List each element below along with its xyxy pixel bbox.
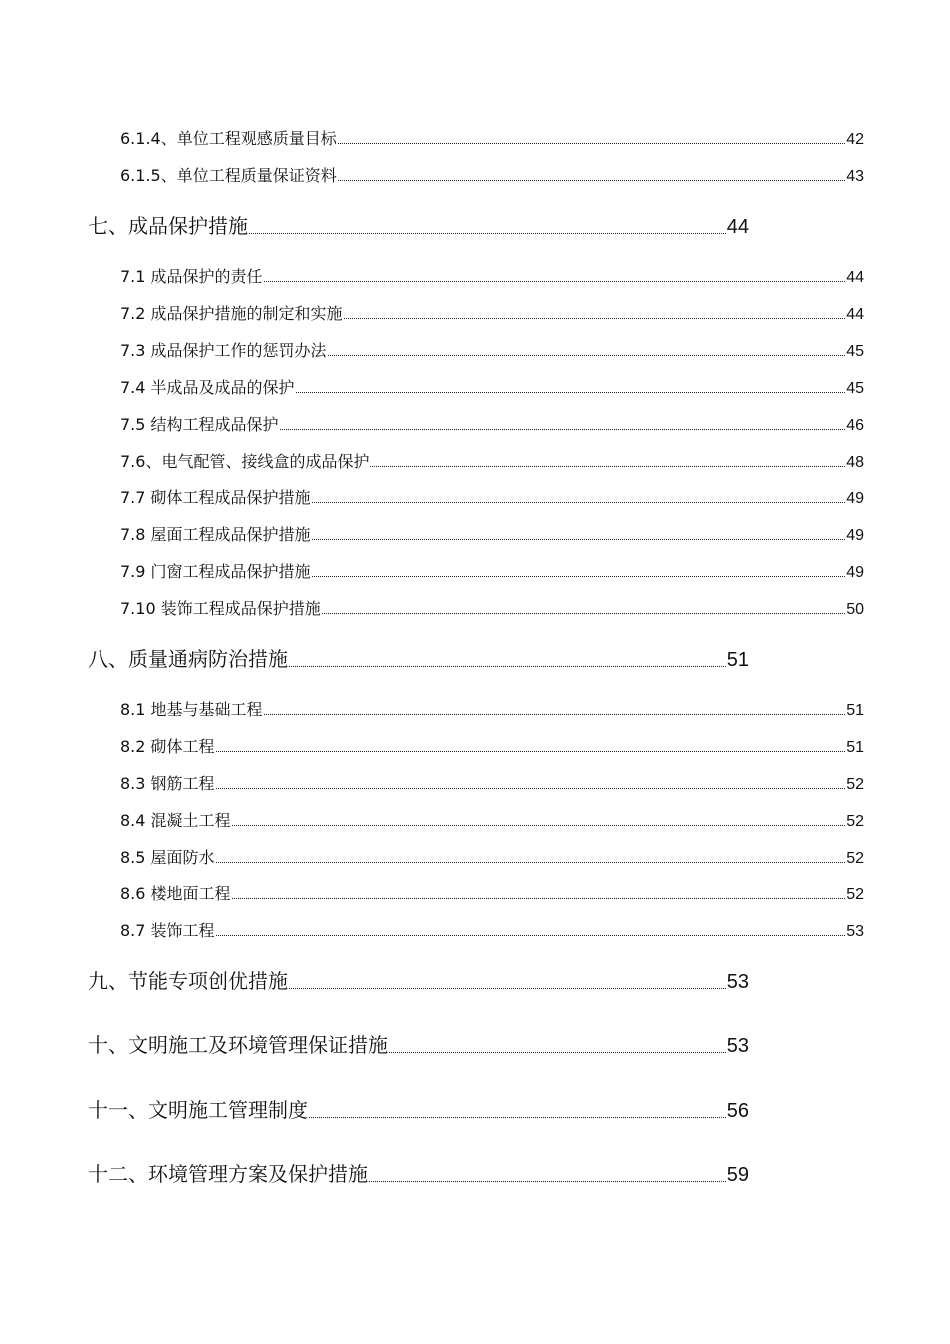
- toc-entry[interactable]: [120, 808, 864, 830]
- toc-leader-dots: [232, 897, 846, 899]
- toc-entry-page-number: 51: [726, 649, 749, 671]
- toc-entry-page-number: 53: [726, 971, 749, 993]
- toc-leader-dots: [289, 665, 726, 667]
- toc-entry[interactable]: [120, 771, 864, 793]
- toc-leader-dots: [322, 612, 845, 614]
- toc-entry-title: 7.8 屋面工程成品保护措施: [120, 525, 311, 544]
- toc-entry-page-number: 44: [846, 269, 864, 286]
- toc-entry-title: 7.7 砌体工程成品保护措施: [120, 488, 311, 507]
- toc-entry-title: 九、节能专项创优措施: [88, 969, 288, 993]
- toc-leader-dots: [328, 354, 846, 356]
- toc-leader-dots: [344, 317, 846, 319]
- toc-entry-title: 6.1.4、单位工程观感质量目标: [120, 129, 337, 148]
- toc-leader-dots: [338, 179, 845, 181]
- toc-entry-page-number: 52: [846, 886, 864, 903]
- toc-entry[interactable]: [120, 734, 864, 756]
- toc-leader-dots: [296, 391, 846, 393]
- toc-leader-dots: [264, 280, 846, 282]
- toc-entry[interactable]: [88, 965, 749, 993]
- toc-entry[interactable]: [120, 485, 864, 507]
- toc-entry-title: 八、质量通病防治措施: [88, 647, 288, 671]
- toc-entry-page-number: 49: [846, 564, 864, 581]
- toc-entry[interactable]: [120, 412, 864, 434]
- toc-leader-dots: [389, 1051, 726, 1053]
- toc-entry-title: 8.4 混凝土工程: [120, 811, 231, 830]
- toc-entry[interactable]: [120, 918, 864, 940]
- toc-entry[interactable]: [88, 210, 749, 238]
- toc-entry[interactable]: [120, 264, 864, 286]
- toc-entry-page-number: 44: [846, 306, 864, 323]
- toc-entry[interactable]: [120, 163, 864, 185]
- toc-entry-page-number: 42: [846, 131, 864, 148]
- toc-leader-dots: [289, 987, 726, 989]
- toc-entry-title: 十一、文明施工管理制度: [88, 1098, 308, 1122]
- toc-leader-dots: [309, 1116, 726, 1118]
- toc-leader-dots: [312, 575, 846, 577]
- toc-entry[interactable]: [120, 845, 864, 867]
- toc-entry-title: 8.3 钢筋工程: [120, 774, 215, 793]
- toc-entry-title: 8.5 屋面防水: [120, 848, 215, 867]
- toc-entry-page-number: 52: [846, 776, 864, 793]
- toc-entry-page-number: 52: [846, 813, 864, 830]
- toc-leader-dots: [216, 934, 846, 936]
- toc-leader-dots: [312, 538, 846, 540]
- toc-entry-page-number: 48: [846, 454, 864, 471]
- toc-entry-page-number: 43: [846, 168, 864, 185]
- toc-entry[interactable]: [120, 301, 864, 323]
- toc-entry-page-number: 45: [846, 380, 864, 397]
- toc-entry-page-number: 50: [846, 601, 864, 618]
- toc-leader-dots: [312, 501, 846, 503]
- toc-leader-dots: [370, 465, 845, 467]
- toc-entry-title: 8.6 楼地面工程: [120, 884, 231, 903]
- toc-entry[interactable]: [88, 1029, 749, 1057]
- toc-entry-title: 8.2 砌体工程: [120, 737, 215, 756]
- toc-leader-dots: [232, 824, 846, 826]
- toc-entry[interactable]: [120, 449, 864, 471]
- toc-entry-title: 7.4 半成品及成品的保护: [120, 378, 295, 397]
- toc-entry[interactable]: [88, 1094, 749, 1122]
- toc-entry-title: 7.9 门窗工程成品保护措施: [120, 562, 311, 581]
- toc-entry[interactable]: [120, 559, 864, 581]
- toc-entry-title: 7.6、电气配管、接线盒的成品保护: [120, 452, 370, 471]
- toc-entry-page-number: 56: [726, 1100, 749, 1122]
- toc-leader-dots: [280, 428, 846, 430]
- toc-entry[interactable]: [120, 338, 864, 360]
- toc-entry-title: 8.1 地基与基础工程: [120, 700, 263, 719]
- toc-entry-page-number: 51: [846, 702, 864, 719]
- toc-entry-title: 7.1 成品保护的责任: [120, 267, 263, 286]
- toc-entry-page-number: 49: [846, 527, 864, 544]
- toc-entry-page-number: 53: [726, 1035, 749, 1057]
- toc-entry[interactable]: [88, 1158, 749, 1186]
- toc-entry-title: 8.7 装饰工程: [120, 921, 215, 940]
- toc-entry-title: 7.5 结构工程成品保护: [120, 415, 279, 434]
- toc-entry[interactable]: [120, 522, 864, 544]
- toc-entry-page-number: 59: [726, 1164, 749, 1186]
- toc-entry[interactable]: [120, 375, 864, 397]
- toc-entry-title: 十二、环境管理方案及保护措施: [88, 1162, 368, 1186]
- toc-leader-dots: [249, 232, 726, 234]
- toc-entry-title: 6.1.5、单位工程质量保证资料: [120, 166, 337, 185]
- toc-leader-dots: [369, 1180, 726, 1182]
- toc-entry-page-number: 49: [846, 490, 864, 507]
- toc-leader-dots: [264, 713, 846, 715]
- toc-entry-page-number: 44: [726, 216, 749, 238]
- toc-entry-title: 7.10 装饰工程成品保护措施: [120, 599, 321, 618]
- toc-entry[interactable]: [120, 596, 864, 618]
- toc-leader-dots: [216, 750, 846, 752]
- toc-entry[interactable]: [88, 643, 749, 671]
- toc-entry[interactable]: [120, 881, 864, 903]
- toc-entry[interactable]: [120, 126, 864, 148]
- toc-leader-dots: [338, 142, 845, 144]
- toc-entry-page-number: 46: [846, 417, 864, 434]
- toc-entry-title: 十、文明施工及环境管理保证措施: [88, 1033, 388, 1057]
- toc-entry-page-number: 52: [846, 850, 864, 867]
- toc-leader-dots: [216, 861, 846, 863]
- toc-entry-page-number: 53: [846, 923, 864, 940]
- toc-entry-page-number: 51: [846, 739, 864, 756]
- toc-entry[interactable]: [120, 697, 864, 719]
- toc-entry-page-number: 45: [846, 343, 864, 360]
- toc-leader-dots: [216, 787, 846, 789]
- toc-entry-title: 7.2 成品保护措施的制定和实施: [120, 304, 343, 323]
- toc-entry-title: 7.3 成品保护工作的惩罚办法: [120, 341, 327, 360]
- toc-entry-title: 七、成品保护措施: [88, 214, 248, 238]
